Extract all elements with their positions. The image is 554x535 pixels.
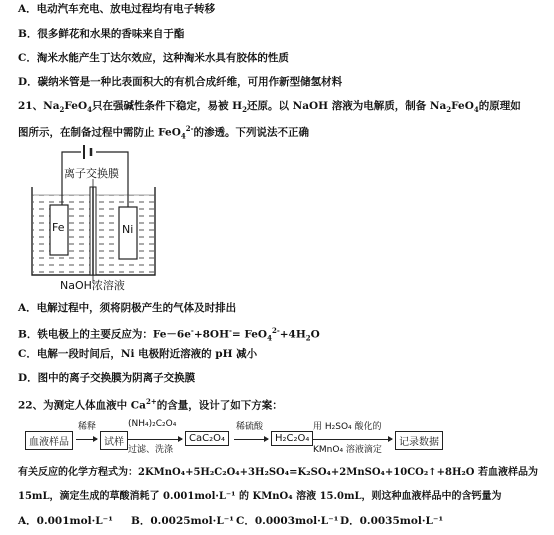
flow-arrow2-bottom-label: 过滤、洗涤 [128,445,174,455]
flow-arrow4-bottom-label: KMnO₄ 溶液滴定 [313,445,382,455]
flow-box-record-data: 记录数据 [395,431,443,450]
flow-arrow-2 [128,439,182,440]
q22-equation-line1: 有关反应的化学方程式为：2KMnO₄+5H₂C₂O₄+3H₂SO₄=K₂SO₄+2MnSO₄+10CO₂↑+8H₂O 若血液样品为 [18,467,538,478]
flow-box-sample: 试样 [100,431,128,450]
flow-arrow4-top-label: 用 H₂SO₄ 酸化的 [313,422,382,432]
q22-equation-line2: 15mL，滴定生成的草酸消耗了 0.001mol·L⁻¹ 的 KMnO₄ 溶液 15.0mL，则这种血液样品中的含钙量为 [18,491,502,502]
q22-option-c: C．0.0003mol·L⁻¹ [236,515,339,527]
flow-arrow1-label: 稀释 [78,422,97,432]
flow-box-blood-sample: 血液样品 [25,431,73,450]
q21-option-b: B．铁电极上的主要反应为：$Fe-6e^-+8OH^-= FeO_4^{2-}+4H_2O$ [18,326,320,343]
ni-electrode-label: Ni [122,223,134,236]
solution-label: NaOH浓溶液 [60,279,125,292]
flow-box-h2c2o4: H₂C₂O₄ [271,431,313,446]
flow-arrow-3 [234,439,268,440]
q21-stem-line2: 图所示，在制备过程中需防止 FeO$_4^{2-}$的渗透。下列说法不正确 [18,124,310,141]
q22-option-a: A．0.001mol·L⁻¹ [18,515,113,527]
q22-option-b: B．0.0025mol·L⁻¹ [131,515,234,527]
q20-option-a: A．电动汽车充电、放电过程均有电子转移 [18,3,216,15]
membrane-label: 离子交换膜 [64,167,119,180]
q21-option-d: D．图中的离子交换膜为阴离子交换膜 [18,372,196,384]
flow-arrow2-top-label: (NH₄)₂C₂O₄ [128,419,177,429]
flow-arrow3-label: 稀硫酸 [236,422,264,432]
flow-arrow-4 [313,439,392,440]
q20-option-b: B．很多鲜花和水果的香味来自于酯 [18,28,185,40]
flow-arrow-1 [76,439,97,440]
q22-stem: 22、为测定人体血液中 $Ca^{2+}$的含量，设计了如下方案： [18,397,283,412]
electrolysis-diagram [28,143,178,293]
q20-option-d: D．碳纳米管是一种比表面积大的有机合成纤维，可用作新型储氢材料 [18,76,343,88]
q21-option-c: C．电解一段时间后，Ni 电极附近溶液的 pH 减小 [18,348,258,360]
fe-electrode-label: Fe [52,221,65,234]
q20-option-c: C．淘米水能产生丁达尔效应，这种淘米水具有胶体的性质 [18,52,289,64]
q21-stem-line1: 21、$Na_2FeO_4$只在强碱性条件下稳定，易被 $H_2$还原。以 NaOH 溶液为电解质，制备 $Na_2FeO_4$的原理如 [18,100,521,115]
q22-option-d: D．0.0035mol·L⁻¹ [340,515,444,527]
q21-option-a: A．电解过程中，须将阴极产生的气体及时排出 [18,302,237,314]
flow-box-cac2o4: CaC₂O₄ [185,431,229,446]
